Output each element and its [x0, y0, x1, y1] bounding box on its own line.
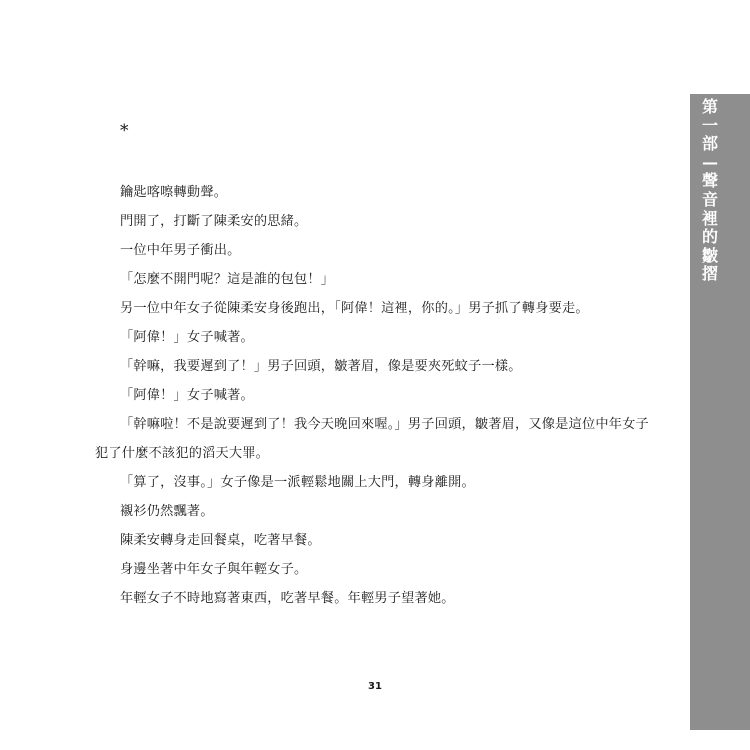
page-number: 31: [368, 681, 382, 692]
paragraph: 「阿偉！」女子喊著。: [120, 330, 254, 345]
section-tab-char: 音: [701, 189, 718, 209]
section-tab-char: 皺: [701, 245, 718, 265]
section-tab-char: 裡: [701, 208, 718, 228]
paragraph: 一位中年男子衝出。: [120, 243, 241, 258]
paragraph: 襯衫仍然飄著。: [120, 504, 214, 519]
section-tab-title: [690, 98, 730, 284]
section-tab-char: 部: [701, 134, 718, 154]
section-tab-char: 一: [701, 115, 718, 135]
paragraph: 「幹嘛，我要遲到了！」男子回頭，皺著眉，像是要夾死蚊子一樣。: [120, 359, 522, 374]
section-tab-char: 的: [701, 227, 718, 247]
paragraph: 鑰匙喀嚓轉動聲。: [120, 185, 228, 200]
paragraph: 年輕女子不時地寫著東西，吃著早餐。年輕男子望著她。: [120, 591, 455, 606]
section-tab-char: 第: [701, 97, 718, 116]
section-tab: [690, 94, 750, 730]
paragraph: 另一位中年女子從陳柔安身後跑出，「阿偉！這裡，你的。」男子抓了轉身要走。: [120, 301, 589, 316]
section-tab-char: —: [702, 152, 718, 172]
paragraph: 身邊坐著中年女子與年輕女子。: [120, 562, 308, 577]
paragraph: 「怎麼不開門呢？這是誰的包包！」: [120, 272, 335, 287]
paragraph: 陳柔安轉身走回餐桌，吃著早餐。: [120, 533, 321, 548]
paragraph: 門開了，打斷了陳柔安的思緒。: [120, 214, 308, 229]
paragraph: 「幹嘛啦！不是說要遲到了！我今天晚回來喔。」男子回頭，皺著眉，又像是這位中年女子犯了什麼不該犯的滔天大罪。: [95, 417, 649, 461]
body-text: [95, 178, 650, 613]
section-tab-char: 聲: [701, 171, 718, 191]
section-tab-char: 摺: [701, 264, 718, 284]
paragraph: 「阿偉！」女子喊著。: [120, 388, 254, 403]
paragraph: 「算了，沒事。」女子像是一派輕鬆地關上大門，轉身離開。: [120, 475, 475, 490]
scene-separator: *: [120, 121, 129, 141]
